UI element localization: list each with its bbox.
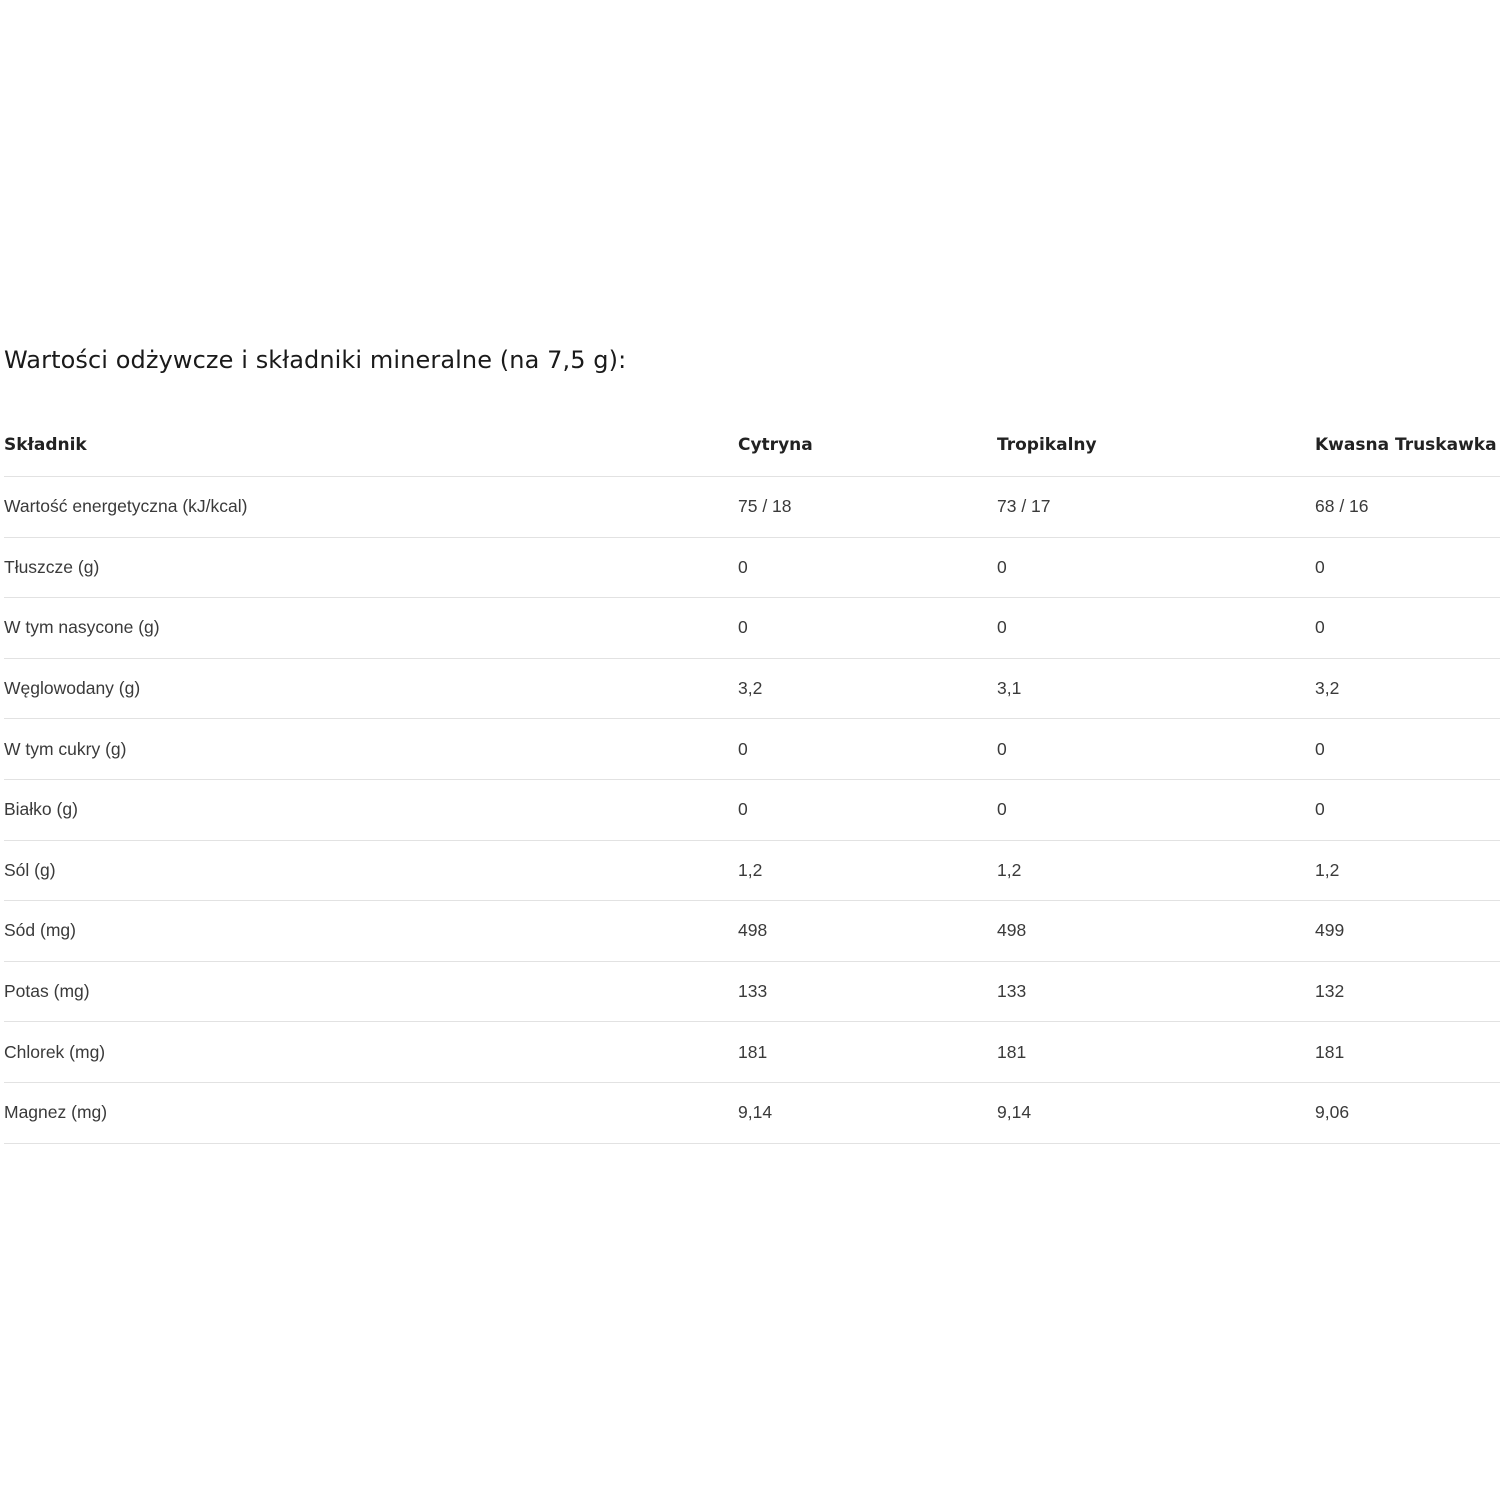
sour-strawberry-value: 68 / 16 bbox=[1315, 477, 1500, 538]
sour-strawberry-value: 0 bbox=[1315, 537, 1500, 598]
row-label: Białko (g) bbox=[4, 779, 738, 840]
lemon-value: 0 bbox=[738, 719, 997, 780]
row-label: Magnez (mg) bbox=[4, 1082, 738, 1143]
table-row bbox=[4, 477, 1500, 538]
row-label: Węglowodany (g) bbox=[4, 658, 738, 719]
tropical-value: 1,2 bbox=[997, 840, 1315, 901]
tropical-value: 0 bbox=[997, 719, 1315, 780]
table-body bbox=[4, 477, 1500, 1144]
table-row bbox=[4, 840, 1500, 901]
tropical-value: 181 bbox=[997, 1022, 1315, 1083]
sour-strawberry-value: 3,2 bbox=[1315, 658, 1500, 719]
sour-strawberry-value: 0 bbox=[1315, 779, 1500, 840]
sour-strawberry-value: 9,06 bbox=[1315, 1082, 1500, 1143]
tropical-value: 9,14 bbox=[997, 1082, 1315, 1143]
lemon-value: 133 bbox=[738, 961, 997, 1022]
table-header-row bbox=[4, 414, 1500, 477]
lemon-value: 1,2 bbox=[738, 840, 997, 901]
table-row bbox=[4, 901, 1500, 962]
column-header-tropical: Tropikalny bbox=[997, 414, 1315, 477]
tropical-value: 0 bbox=[997, 779, 1315, 840]
table-row bbox=[4, 1022, 1500, 1083]
row-label: W tym cukry (g) bbox=[4, 719, 738, 780]
lemon-value: 9,14 bbox=[738, 1082, 997, 1143]
table-row bbox=[4, 537, 1500, 598]
table-row bbox=[4, 719, 1500, 780]
column-header-lemon: Cytryna bbox=[738, 414, 997, 477]
tropical-value: 0 bbox=[997, 598, 1315, 659]
row-label: Potas (mg) bbox=[4, 961, 738, 1022]
tropical-value: 3,1 bbox=[997, 658, 1315, 719]
table-row bbox=[4, 779, 1500, 840]
row-label: Sól (g) bbox=[4, 840, 738, 901]
nutrition-section bbox=[4, 340, 1500, 1144]
lemon-value: 0 bbox=[738, 598, 997, 659]
column-header-ingredient: Składnik bbox=[4, 414, 738, 477]
tropical-value: 133 bbox=[997, 961, 1315, 1022]
tropical-value: 73 / 17 bbox=[997, 477, 1315, 538]
lemon-value: 75 / 18 bbox=[738, 477, 997, 538]
sour-strawberry-value: 0 bbox=[1315, 598, 1500, 659]
lemon-value: 0 bbox=[738, 537, 997, 598]
sour-strawberry-value: 1,2 bbox=[1315, 840, 1500, 901]
lemon-value: 498 bbox=[738, 901, 997, 962]
nutrition-table bbox=[4, 414, 1500, 1144]
table-row bbox=[4, 961, 1500, 1022]
table-row bbox=[4, 598, 1500, 659]
row-label: W tym nasycone (g) bbox=[4, 598, 738, 659]
tropical-value: 498 bbox=[997, 901, 1315, 962]
sour-strawberry-value: 499 bbox=[1315, 901, 1500, 962]
row-label: Chlorek (mg) bbox=[4, 1022, 738, 1083]
table-row bbox=[4, 658, 1500, 719]
row-label: Tłuszcze (g) bbox=[4, 537, 738, 598]
lemon-value: 0 bbox=[738, 779, 997, 840]
sour-strawberry-value: 132 bbox=[1315, 961, 1500, 1022]
sour-strawberry-value: 0 bbox=[1315, 719, 1500, 780]
section-title: Wartości odżywcze i składniki mineralne (na 7,5 g): bbox=[4, 346, 627, 374]
row-label: Sód (mg) bbox=[4, 901, 738, 962]
lemon-value: 181 bbox=[738, 1022, 997, 1083]
lemon-value: 3,2 bbox=[738, 658, 997, 719]
column-header-sour-strawberry: Kwasna Truskawka bbox=[1315, 414, 1500, 477]
sour-strawberry-value: 181 bbox=[1315, 1022, 1500, 1083]
row-label: Wartość energetyczna (kJ/kcal) bbox=[4, 477, 738, 538]
table-row bbox=[4, 1082, 1500, 1143]
tropical-value: 0 bbox=[997, 537, 1315, 598]
